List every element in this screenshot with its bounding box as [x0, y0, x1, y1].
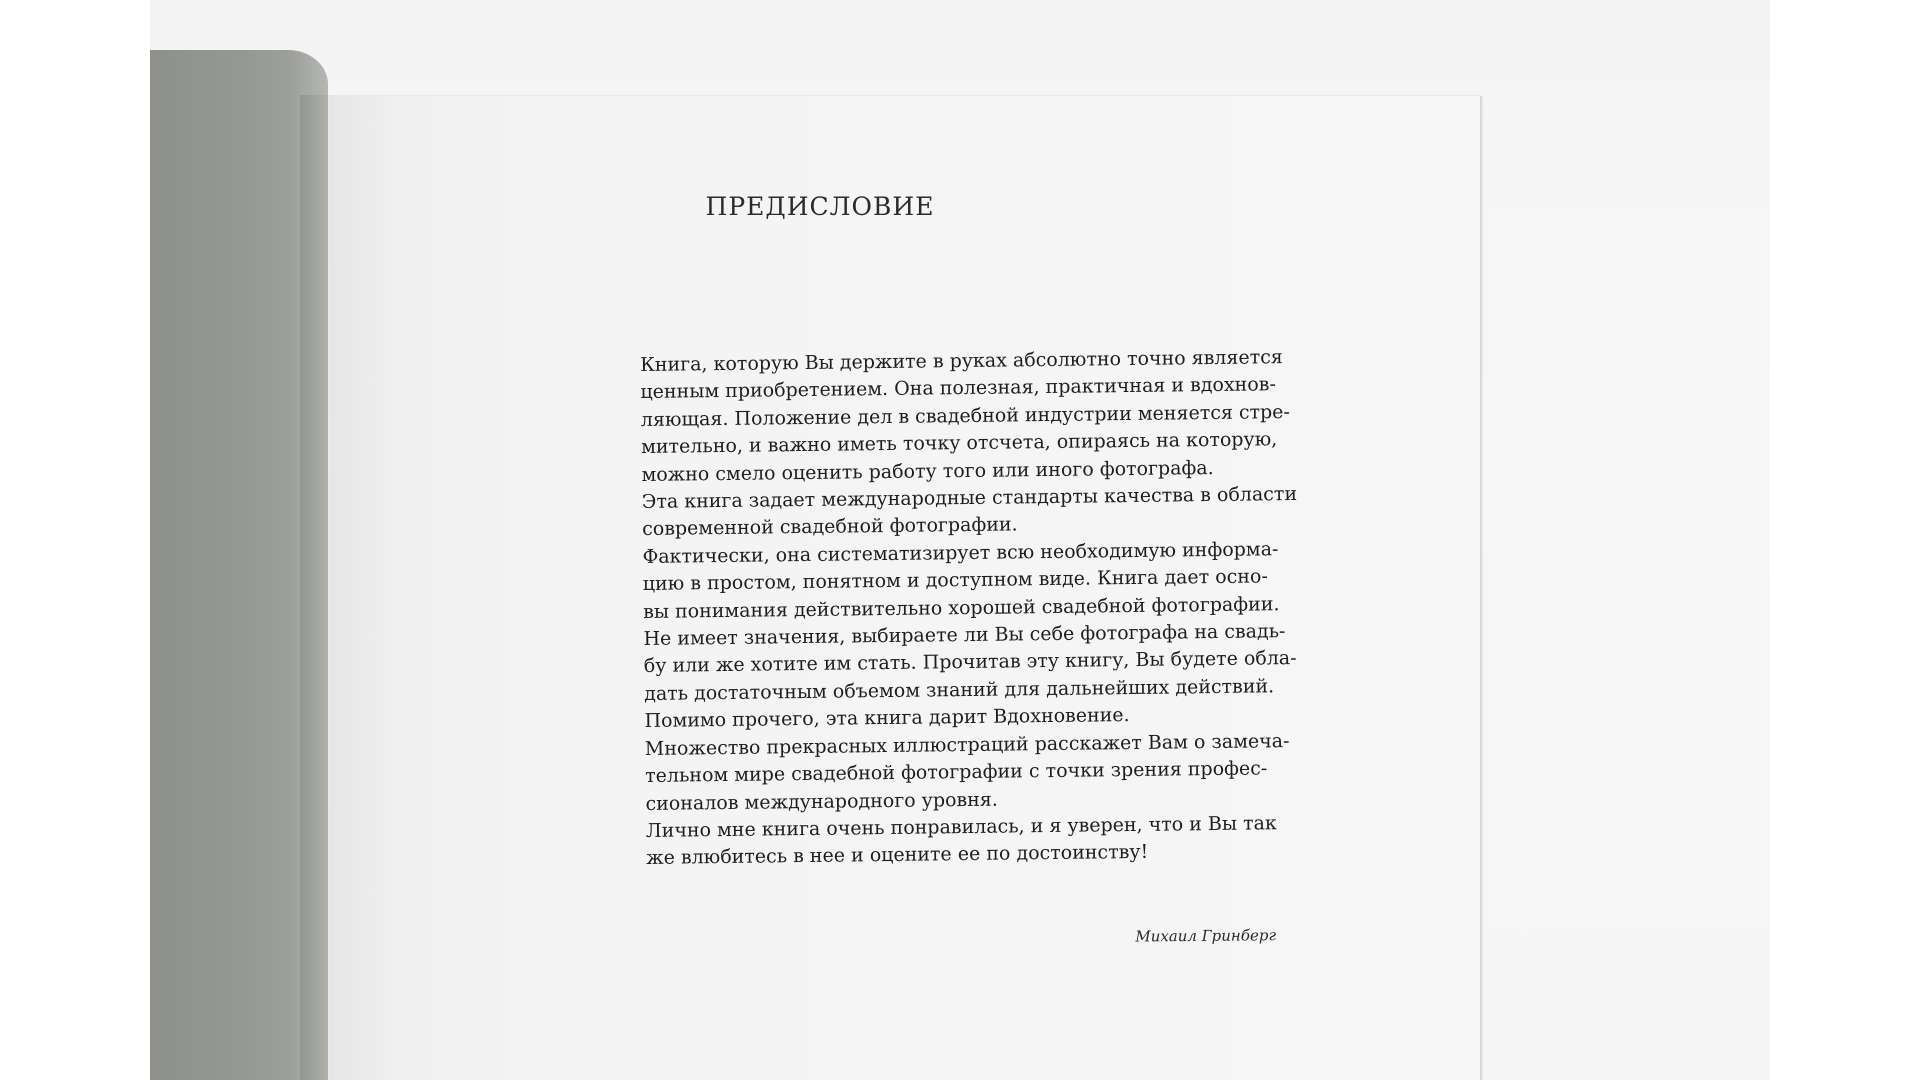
- text-line: можно смело оценить работу того или иного фотографа.: [641, 456, 1214, 486]
- text-line: дать достаточным объемом знаний для дальнейших действий.: [644, 675, 1275, 705]
- text-line: Эта книга задает международные стандарты качества в области: [641, 483, 1298, 514]
- text-line: Множество прекрасных иллюстраций расскажет Вам о замеча-: [644, 729, 1290, 760]
- text-line: бу или же хотите им стать. Прочитав эту книгу, Вы будете обла-: [643, 647, 1297, 678]
- text-line: Фактически, она систематизирует всю необходимую информа-: [642, 538, 1279, 568]
- page-heading: ПРЕДИСЛОВИЕ: [705, 192, 935, 221]
- text-line: тельном мире свадебной фотографии с точки зрения профес-: [645, 757, 1268, 788]
- text-line: сионалов международного уровня.: [645, 788, 998, 815]
- preface-text: [640, 344, 1298, 872]
- text-line: современной свадебной фотографии.: [642, 513, 1018, 541]
- text-line: же влюбитесь в нее и оцените ее по достоинству!: [646, 841, 1149, 870]
- text-line: цию в простом, понятном и доступном виде. Книга дает осно-: [642, 565, 1268, 596]
- page-edge: [1480, 96, 1482, 1080]
- text-line: Не имеет значения, выбираете ли Вы себе фотографа на свадь-: [643, 620, 1286, 651]
- text-line: вы понимания действительно хорошей свадебной фотографии.: [643, 592, 1280, 623]
- text-line: Книга, которую Вы держите в руках абсолютно точно является: [640, 346, 1283, 376]
- text-line: Помимо прочего, эта книга дарит Вдохновение.: [644, 704, 1130, 733]
- text-line: ценным приобретением. Она полезная, практичная и вдохнов-: [640, 373, 1276, 404]
- text-line: мительно, и важно иметь точку отсчета, опираясь на которую,: [641, 428, 1278, 459]
- text-line: ляющая. Положение дел в свадебной индустрии меняется стре-: [640, 400, 1291, 431]
- author-signature: Михаил Гринберг: [1135, 926, 1277, 946]
- text-line: Лично мне книга очень понравилась, и я уверен, что и Вы так: [645, 812, 1277, 842]
